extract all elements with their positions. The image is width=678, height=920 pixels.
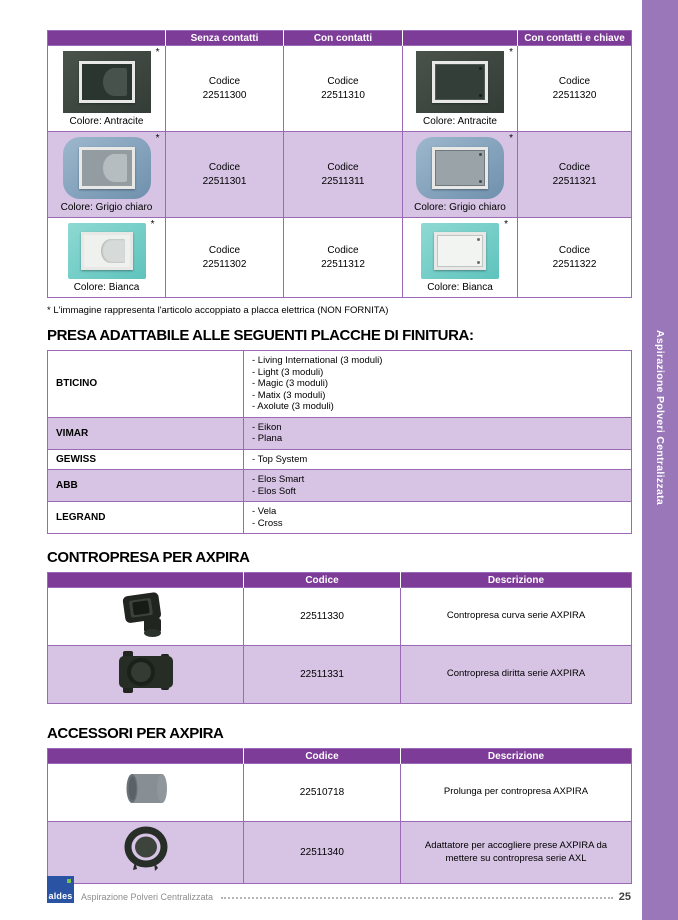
image-footnote: * L'immagine rappresenta l'articolo accoppiato a placca elettrica (NON FORNITA) [47,305,389,316]
brand-items: - Elos Smart - Elos Soft [244,470,632,502]
main-content [47,30,631,884]
table-header-row [48,749,632,764]
product-cell [48,646,244,704]
table-row [48,218,632,298]
chapter-side-tab-label: Aspirazione Polveri Centralizzata [654,330,666,506]
logo-green-dot-icon [67,879,71,883]
table-row [48,764,632,822]
presa-bianca-chiave-image [421,219,508,279]
brand-items: - Vela - Cross [244,502,632,534]
plates-table-header-row [48,31,632,46]
product-cell [403,218,518,298]
socket-flap [101,239,125,263]
section-heading-accessori: ACCESSORI PER AXPIRA [47,725,224,742]
contropresa-table [47,572,632,704]
color-label: Colore: Antracite [423,116,497,127]
presa-bianca-image [68,219,155,279]
table-row [48,132,632,218]
brand-name: VIMAR [48,417,244,449]
page-number: 25 [618,891,631,903]
header-blank [403,31,518,46]
finiture-table [47,350,632,534]
asterisk-mark: * [509,133,513,144]
code-cell: 22511331 [244,646,401,704]
socket-flap [103,154,127,182]
presa-grigio-chiave-image [416,133,513,199]
code-cell: Codice 22511321 [518,132,632,218]
color-label: Colore: Bianca [73,282,140,293]
asterisk-mark: * [155,47,160,58]
dotted-leader [221,897,613,899]
logo-text: aldes [48,891,73,901]
description-cell: Prolunga per contropresa AXPIRA [401,764,632,822]
product-cell [48,822,244,884]
code-cell: Codice 22511310 [284,46,403,132]
code-cell: 22511340 [244,822,401,884]
product-cell [403,132,518,218]
presa-antracite-image [63,47,160,113]
brand-items: - Top System [244,449,632,470]
color-label: Colore: Grigio chiaro [60,202,153,213]
presa-grigio-image [63,133,160,199]
presa-antracite-chiave-image [416,47,513,113]
color-label: Colore: Grigio chiaro [414,202,506,213]
header-codice: Codice [244,749,401,764]
asterisk-mark: * [509,47,513,58]
header-codice: Codice [244,573,401,588]
product-cell [48,218,166,298]
table-row [48,417,632,449]
table-row [48,46,632,132]
plates-table [47,30,632,298]
table-row [48,822,632,884]
header-blank [48,573,244,588]
product-cell [403,46,518,132]
header-descrizione: Descrizione [401,749,632,764]
asterisk-mark: * [155,133,160,144]
table-row [48,470,632,502]
description-cell: Contropresa diritta serie AXPIRA [401,646,632,704]
color-label: Colore: Antracite [69,116,144,127]
color-label: Colore: Bianca [427,282,493,293]
aldes-logo [47,876,74,903]
code-cell: Codice 22511311 [284,132,403,218]
contropresa-curva-image [117,588,175,640]
brand-name: ABB [48,470,244,502]
table-row [48,449,632,470]
brand-items: - Eikon - Plana [244,417,632,449]
contropresa-diritta-image [113,647,179,697]
product-cell [48,46,166,132]
description-cell: Contropresa curva serie AXPIRA [401,588,632,646]
adattatore-ring-image [121,825,171,875]
header-blank [48,31,166,46]
chapter-side-tab [642,0,678,920]
code-cell: Codice 22511322 [518,218,632,298]
code-cell: 22511330 [244,588,401,646]
table-header-row [48,573,632,588]
brand-items: - Living International (3 moduli) - Light (3 moduli) - Magic (3 moduli) - Matix (3 moduli) - Axolute (3 moduli) [244,351,632,418]
product-cell [48,588,244,646]
code-cell: Codice 22511302 [166,218,284,298]
header-descrizione: Descrizione [401,573,632,588]
header-con-contatti: Con contatti [284,31,403,46]
footer-section-label: Aspirazione Polveri Centralizzata [81,892,214,902]
brand-name: LEGRAND [48,502,244,534]
prolunga-tube-image [123,771,169,809]
asterisk-mark: * [150,219,155,230]
code-cell: Codice 22511300 [166,46,284,132]
section-heading-contropresa: CONTROPRESA PER AXPIRA [47,549,250,566]
header-senza-contatti: Senza contatti [166,31,284,46]
code-cell: 22510718 [244,764,401,822]
accessori-table [47,748,632,884]
section-heading-finiture: PRESA ADATTABILE ALLE SEGUENTI PLACCHE DI FINITURA: [47,327,474,344]
code-cell: Codice 22511320 [518,46,632,132]
code-cell: Codice 22511312 [284,218,403,298]
brand-name: BTICINO [48,351,244,418]
table-row [48,646,632,704]
product-cell [48,764,244,822]
header-con-contatti-chiave: Con contatti e chiave [518,31,632,46]
header-blank [48,749,244,764]
page-footer [47,876,631,903]
description-cell: Adattatore per accogliere prese AXPIRA da mettere su contropresa serie AXL [401,822,632,884]
brand-name: GEWISS [48,449,244,470]
table-row [48,588,632,646]
code-cell: Codice 22511301 [166,132,284,218]
table-row [48,502,632,534]
socket-flap [103,68,127,96]
table-row [48,351,632,418]
asterisk-mark: * [504,219,508,230]
product-cell [48,132,166,218]
